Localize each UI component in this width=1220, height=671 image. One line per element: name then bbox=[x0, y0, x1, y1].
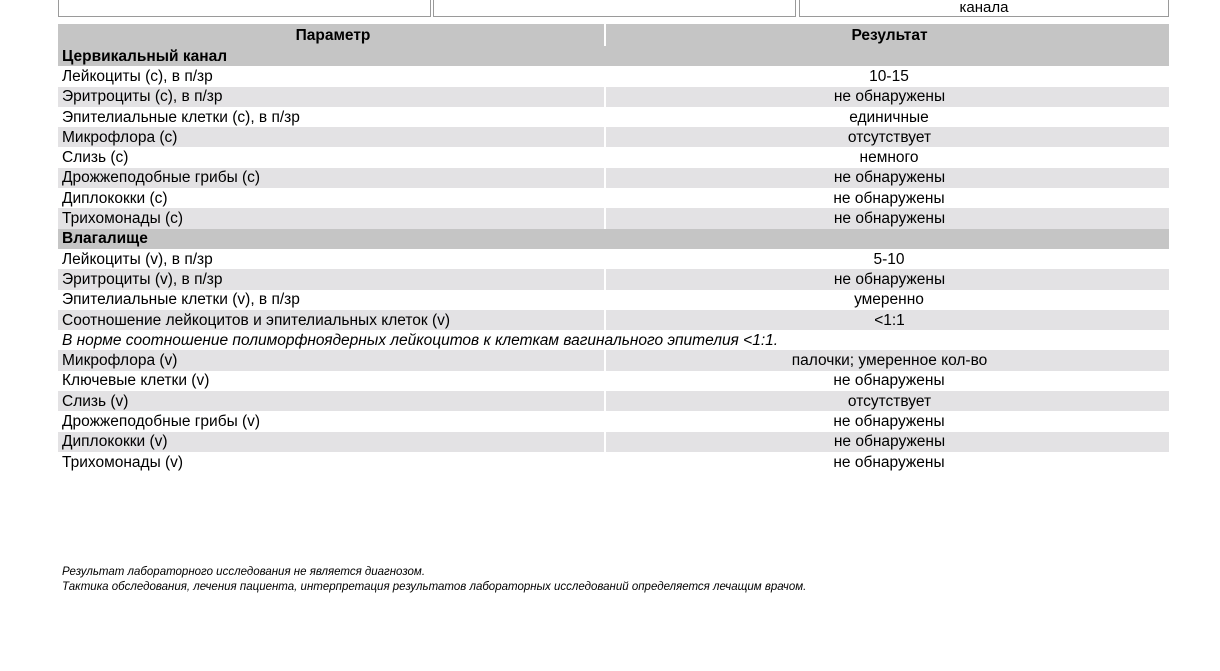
table-row bbox=[58, 168, 1169, 188]
parameter-cell: Диплококки (v) bbox=[58, 432, 605, 452]
result-cell: не обнаружены bbox=[605, 208, 1169, 228]
table-row bbox=[58, 411, 1169, 431]
result-cell: единичные bbox=[849, 108, 929, 126]
parameter-cell: Соотношение лейкоцитов и эпителиальных клеток (v) bbox=[58, 310, 605, 330]
result-cell: <1:1 bbox=[605, 310, 1169, 330]
parameter-cell: Лейкоциты (c), в п/зр bbox=[62, 67, 213, 85]
result-cell: умеренно bbox=[854, 291, 924, 309]
table-row bbox=[58, 290, 1169, 310]
parameter-cell: Микрофлора (c) bbox=[58, 127, 605, 147]
parameter-cell: Слизь (v) bbox=[58, 391, 605, 411]
parameter-cell: Диплококки (c) bbox=[62, 189, 168, 207]
table-row bbox=[58, 107, 1169, 127]
table-row bbox=[58, 147, 1169, 167]
result-cell: палочки; умеренное кол-во bbox=[605, 350, 1169, 370]
note-text: В норме соотношение полиморфноядерных лейкоцитов к клеткам вагинального эпителия <1:1. bbox=[62, 331, 779, 349]
top-cell-3: канала bbox=[799, 0, 1169, 17]
top-cell-2 bbox=[433, 0, 796, 17]
parameter-cell: Ключевые клетки (v) bbox=[62, 372, 210, 390]
table-row bbox=[58, 188, 1169, 208]
result-cell: не обнаружены bbox=[833, 412, 945, 430]
parameter-cell: Микрофлора (v) bbox=[58, 350, 605, 370]
table-row bbox=[58, 66, 1169, 86]
result-cell: немного bbox=[859, 149, 919, 167]
parameter-cell: Эпителиальные клетки (c), в п/зр bbox=[62, 108, 300, 126]
table-row bbox=[58, 371, 1169, 391]
table-row bbox=[58, 452, 1169, 472]
table-row bbox=[58, 249, 1169, 269]
disclaimer-line-2: Тактика обследования, лечения пациента, интерпретация результатов лабораторных исследований определяется лечащим врачом. bbox=[62, 581, 807, 593]
result-cell: 10-15 bbox=[869, 67, 909, 85]
section-header-row bbox=[58, 46, 1169, 66]
result-cell: отсутствует bbox=[605, 391, 1169, 411]
header-parameter: Параметр bbox=[58, 24, 605, 46]
table-row bbox=[58, 269, 1169, 289]
result-cell: не обнаружены bbox=[833, 453, 945, 471]
parameter-cell: Слизь (c) bbox=[62, 149, 129, 167]
parameter-cell: Дрожжеподобные грибы (v) bbox=[62, 412, 261, 430]
note-row bbox=[58, 330, 1169, 350]
result-cell: 5-10 bbox=[873, 250, 905, 268]
disclaimer bbox=[62, 565, 806, 595]
result-cell: не обнаружены bbox=[605, 168, 1169, 188]
table-row bbox=[58, 87, 1169, 107]
top-row-cells bbox=[58, 0, 1169, 20]
disclaimer-line-1: Результат лабораторного исследования не является диагнозом. bbox=[62, 566, 426, 578]
section-title: Цервикальный канал bbox=[58, 46, 1169, 66]
parameter-cell: Эритроциты (c), в п/зр bbox=[58, 87, 605, 107]
results-table bbox=[58, 24, 1169, 472]
result-cell: не обнаружены bbox=[605, 87, 1169, 107]
result-cell: не обнаружены bbox=[833, 372, 945, 390]
table-row bbox=[58, 391, 1169, 411]
header-result: Результат bbox=[605, 24, 1169, 46]
result-cell: не обнаружены bbox=[605, 432, 1169, 452]
top-cell-1 bbox=[58, 0, 431, 17]
parameter-cell: Дрожжеподобные грибы (c) bbox=[58, 168, 605, 188]
table-row bbox=[58, 432, 1169, 452]
parameter-cell: Трихомонады (v) bbox=[62, 453, 184, 471]
table-row bbox=[58, 127, 1169, 147]
table-row bbox=[58, 310, 1169, 330]
section-header-row bbox=[58, 229, 1169, 249]
parameter-cell: Трихомонады (c) bbox=[58, 208, 605, 228]
parameter-cell: Эритроциты (v), в п/зр bbox=[58, 269, 605, 289]
table-body bbox=[58, 46, 1169, 472]
section-title: Влагалище bbox=[58, 229, 1169, 249]
result-cell: не обнаружены bbox=[833, 189, 945, 207]
parameter-cell: Эпителиальные клетки (v), в п/зр bbox=[62, 291, 300, 309]
table-row bbox=[58, 208, 1169, 228]
result-cell: отсутствует bbox=[605, 127, 1169, 147]
table-row bbox=[58, 350, 1169, 370]
table-header-row bbox=[58, 24, 1169, 46]
result-cell: не обнаружены bbox=[605, 269, 1169, 289]
parameter-cell: Лейкоциты (v), в п/зр bbox=[62, 250, 213, 268]
